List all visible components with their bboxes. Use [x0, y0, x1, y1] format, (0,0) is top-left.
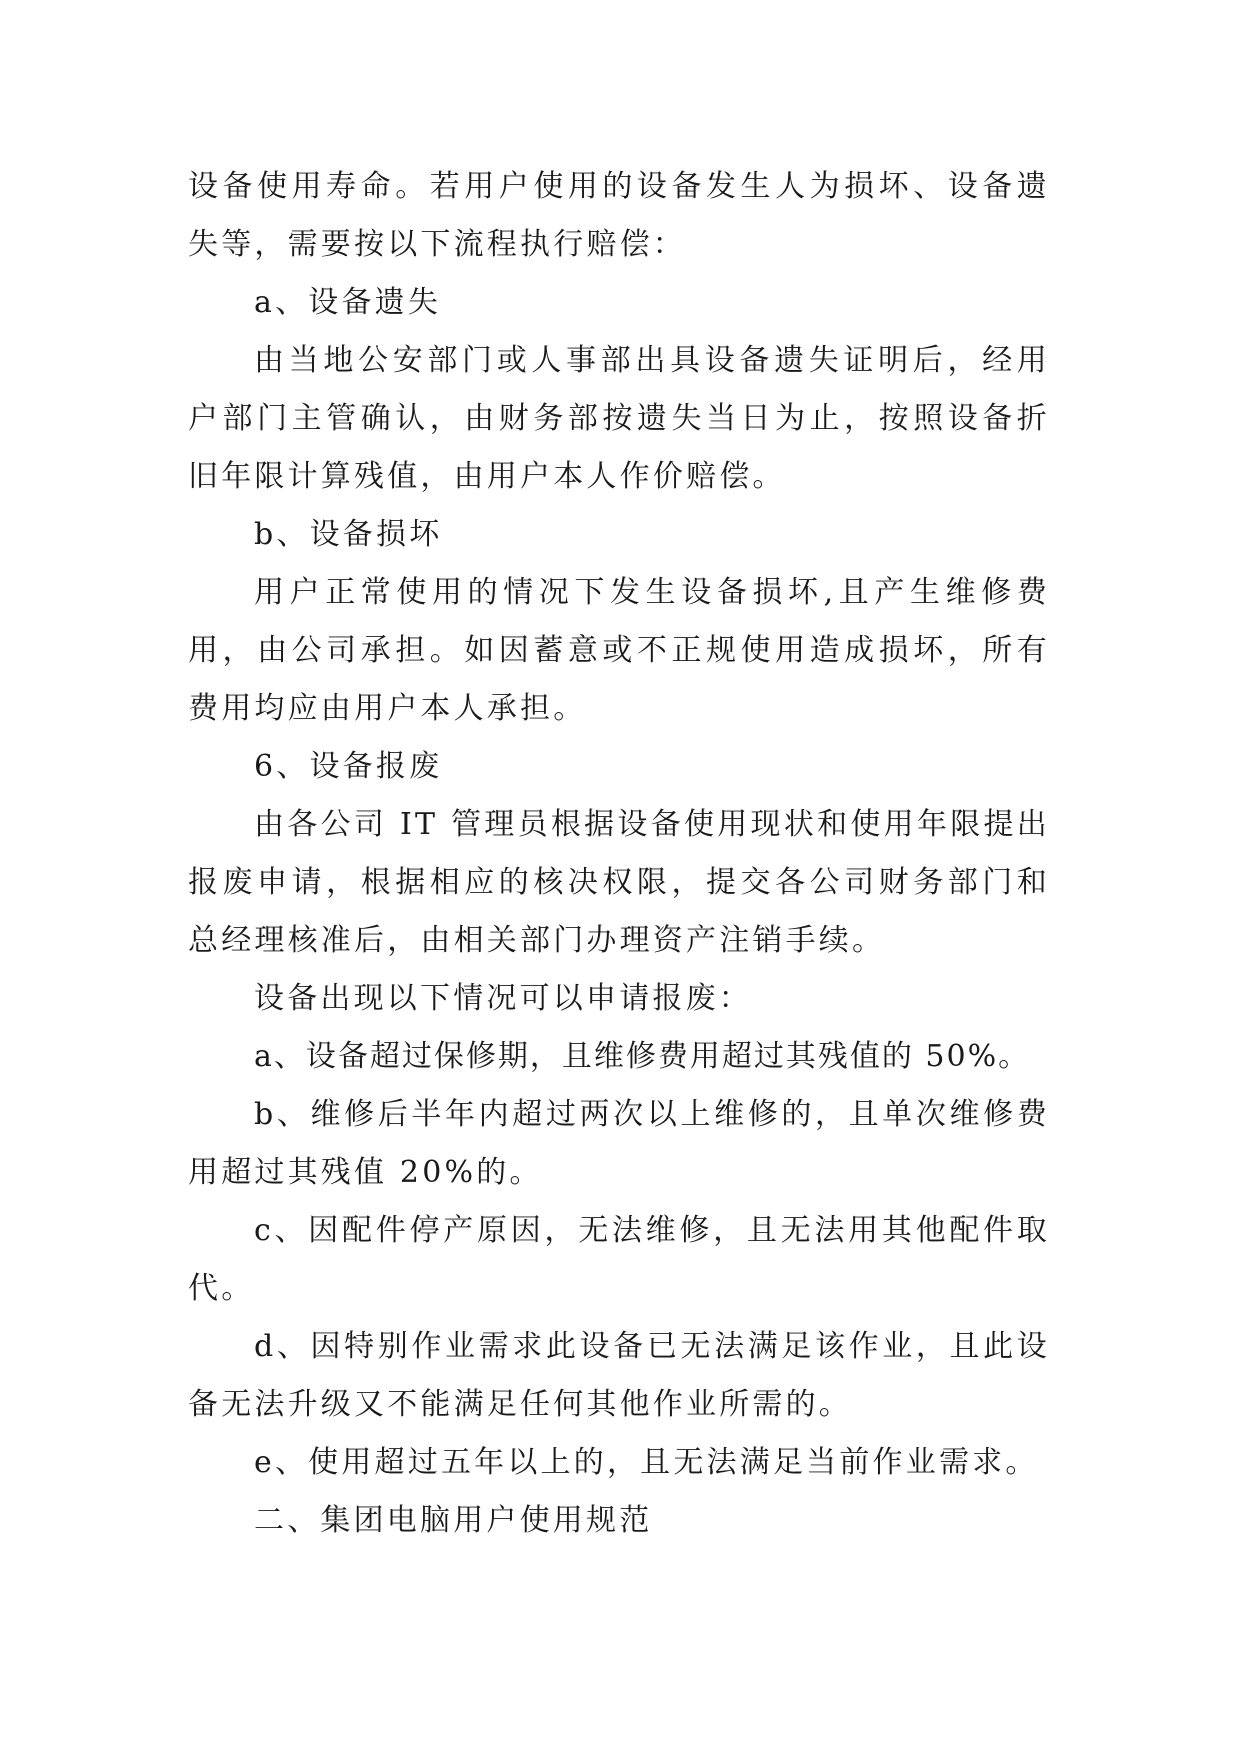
list-item-scrap-e: e、使用超过五年以上的，且无法满足当前作业需求。 — [254, 1445, 1039, 1480]
paragraph-intro: 设备使用寿命。若用户使用的设备发生人为损坏、设备遗失等，需要按以下流程执行赔偿： — [188, 169, 1050, 262]
paragraph-device-damage: 用户正常使用的情况下发生设备损坏,且产生维修费用，由公司承担。如因蓄意或不正规使用造成损坏，所有费用均应由用户本人承担。 — [188, 575, 1050, 726]
heading-device-loss: a、设备遗失 — [254, 285, 442, 320]
heading-device-damage: b、设备损坏 — [254, 517, 443, 552]
paragraph-device-scrap: 由各公司 IT 管理员根据设备使用现状和使用年限提出报废申请，根据相应的核决权限，提交各公司财务部门和总经理核准后，由相关部门办理资产注销手续。 — [188, 807, 1050, 958]
list-item-scrap-a: a、设备超过保修期，且维修费用超过其残值的 50%。 — [254, 1039, 1031, 1074]
paragraph-scrap-conditions-intro: 设备出现以下情况可以申请报废： — [254, 981, 752, 1016]
list-item-scrap-b: b、维修后半年内超过两次以上维修的，且单次维修费用超过其残值 20%的。 — [188, 1097, 1050, 1190]
document-body — [188, 158, 1050, 1550]
list-item-scrap-d: d、因特别作业需求此设备已无法满足该作业，且此设备无法升级又不能满足任何其他作业所需的。 — [188, 1329, 1050, 1422]
paragraph-device-loss: 由当地公安部门或人事部出具设备遗失证明后，经用户部门主管确认，由财务部按遗失当日为止，按照设备折旧年限计算残值，由用户本人作价赔偿。 — [188, 343, 1050, 494]
section-heading-user-norms: 二、集团电脑用户使用规范 — [254, 1503, 653, 1538]
list-item-scrap-c: c、因配件停产原因，无法维修，且无法用其他配件取代。 — [188, 1213, 1050, 1306]
heading-device-scrap: 6、设备报废 — [254, 749, 443, 784]
